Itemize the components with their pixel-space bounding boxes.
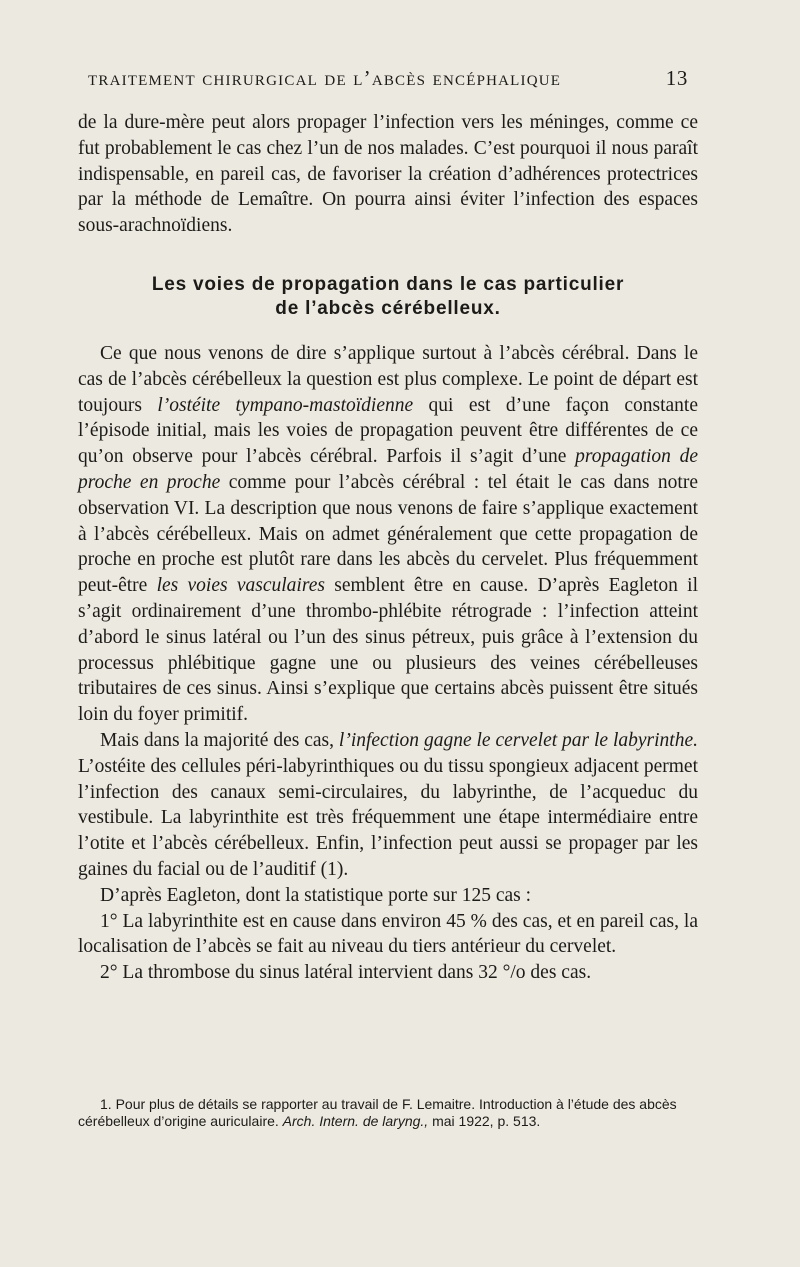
text-run: L’ostéite des cellules péri-labyrinthiques ou du tissu spongieux adjacent permet l’infection des canaux semi-circulaires, du labyrinthe, de l’acqueduc du vestibule. La labyrinthite est très fréquemment une étape intermédiaire entre l’otite et l’abcès cérébelleux. Enfin, l’infection peut aussi se propager par les gaines du facial ou de l’auditif (1).: [78, 755, 698, 880]
page-number: 13: [665, 66, 688, 90]
header-title: traitement chirurgical de l’abcès encéphalique: [88, 66, 562, 90]
italic-run: propagation de proche en proche: [78, 446, 698, 493]
italic-run: les voies vasculaires: [156, 575, 325, 597]
italic-run: l’infection gagne le cervelet par le labyrinthe.: [338, 729, 698, 751]
footnote: [78, 1096, 698, 1130]
text-run: mai 1922, p. 513.: [428, 1113, 541, 1129]
paragraph-labyrinthe: [78, 728, 698, 883]
running-header: [88, 66, 688, 91]
italic-run: l’ostéite tympano-mastoïdienne: [157, 394, 414, 416]
section-heading-line-2: de l’abcès cérébelleux.: [275, 297, 501, 319]
text-run: semblent être en cause. D’après Eagleton il s’agit ordinairement d’une thrombo-phlébite rétrograde : l’infection atteint d’abord le sinus latéral ou l’un des sinus pétreux, puis grâce à l’extension du processus phlébitique gagne une ou plusieurs des veines cérébelleuses tributaires de ces sinus. Ainsi s’explique que certains abcès puissent être situés loin du foyer primitif.: [78, 575, 698, 726]
text-run: Mais dans la majorité des cas,: [100, 729, 339, 751]
text-run: comme pour l’abcès cérébral : tel était le cas dans notre observation VI. La description que nous venons de faire s’applique exactement à l’abcès cérébelleux. Mais on admet généralement que cette propagation de proche en proche est plutôt rare dans les abcès du cervelet. Plus fréquemment peut-être: [78, 471, 698, 597]
text-run: 1. Pour plus de détails se rapporter au travail de F. Lemaitre. Introduction à l’étude des abcès cérébelleux d’origine auriculaire.: [78, 1096, 677, 1129]
italic-run: Arch. Intern. de laryng.,: [282, 1113, 429, 1129]
paragraph-continuation: de la dure-mère peut alors propager l’infection vers les méninges, comme ce fut probablement le cas chez l’un de nos malades. C’est pourquoi il nous paraît indispensable, en pareil cas, de favoriser la création d’adhérences protectrices par la méthode de Lemaître. On pourra ainsi éviter l’infection des espaces sous-arachnoïdiens.: [78, 112, 698, 237]
list-item-2: 2° La thrombose du sinus latéral intervient dans 32 °/o des cas.: [100, 962, 592, 984]
body-text: [78, 110, 698, 986]
paragraph-statistique: D’après Eagleton, dont la statistique porte sur 125 cas :: [100, 884, 532, 906]
section-heading: [78, 273, 698, 321]
paragraph-voies: [78, 341, 698, 728]
text-run: Ce que nous venons de dire s’applique surtout à l’abcès cérébral. Dans le cas de l’abcès cérébelleux la question est plus complexe. Le point de départ est toujours: [78, 342, 698, 416]
text-run: qui est d’une façon constante l’épisode initial, mais les voies de propagation peuvent être différentes de ce qu’on observe pour l’abcès cérébral. Parfois il s’agit d’une: [78, 394, 699, 468]
section-heading-line-1: Les voies de propagation dans le cas particulier: [151, 273, 625, 295]
list-item-1: 1° La labyrinthite est en cause dans environ 45 % des cas, et en pareil cas, la localisation de l’abcès se fait au niveau du tiers antérieur du cervelet.: [78, 910, 698, 958]
footnote-text: [78, 1096, 698, 1130]
